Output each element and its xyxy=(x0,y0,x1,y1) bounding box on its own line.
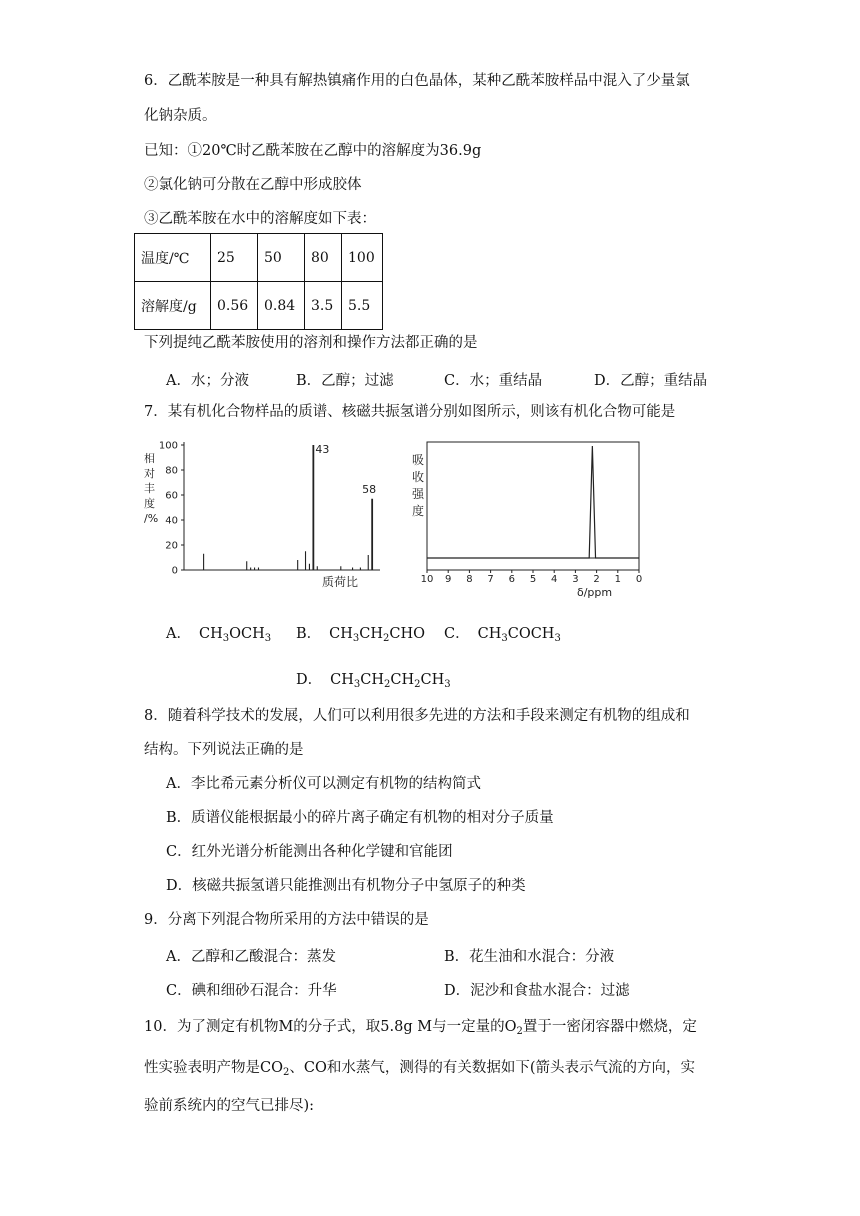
ms-y-tick-label: 80 xyxy=(165,465,178,477)
q10-stem-line1: 10．为了测定有机物M的分子式，取5.8g M与一定量的$O_2$置于一密闭容器中燃烧，定 xyxy=(144,1019,697,1037)
ms-y-tick-label: 40 xyxy=(165,515,178,527)
option-letter: C． xyxy=(444,626,470,642)
ms-y-tick-label: 0 xyxy=(171,565,178,577)
nmr-y-label-char: 强 xyxy=(412,487,425,501)
table-row xyxy=(135,234,383,282)
q8-stem-line1: 8．随着科学技术的发展，人们可以利用很多先进的方法和手段来测定有机物的组成和 xyxy=(144,708,690,724)
table-cell: 3.5 xyxy=(305,282,342,330)
q6-known-2: ②氯化钠可分散在乙醇中形成胶体 xyxy=(144,177,362,193)
option-a[interactable] xyxy=(166,622,271,643)
formula-text: CH xyxy=(359,626,384,642)
nmr-x-tick-label: 10 xyxy=(420,574,434,585)
nmr-peak xyxy=(427,446,639,558)
nmr-x-tick-label: 6 xyxy=(508,574,515,585)
option-c[interactable]: C．水；重结晶 xyxy=(444,373,543,389)
formula-text: CH xyxy=(360,672,385,688)
formula-subscript: 2 xyxy=(383,633,390,644)
option-b[interactable]: B．乙醇；过滤 xyxy=(296,373,394,389)
nmr-x-tick-label: 9 xyxy=(445,574,452,585)
formula-text: OCH xyxy=(229,626,265,642)
option-d[interactable]: D．乙醇；重结晶 xyxy=(594,373,708,389)
formula-subscript: 3 xyxy=(264,633,272,644)
nmr-x-tick-label: 4 xyxy=(551,574,558,585)
nmr-x-tick-label: 7 xyxy=(487,574,494,585)
option-d[interactable] xyxy=(296,668,451,689)
q6-stem-line1: 6．乙酰苯胺是一种具有解热镇痛作用的白色晶体，某种乙酰苯胺样品中混入了少量氯 xyxy=(144,73,690,89)
nmr-x-tick-label: 2 xyxy=(593,574,600,585)
ms-y-label-char: /% xyxy=(144,512,159,525)
formula-text: CH xyxy=(390,672,415,688)
q6-options xyxy=(0,369,860,387)
option-b[interactable]: B．花生油和水混合：分液 xyxy=(444,949,615,965)
nmr-x-tick-label: 5 xyxy=(529,574,537,585)
table-cell: 80 xyxy=(305,234,342,282)
solubility-table xyxy=(134,233,383,330)
formula-subscript: 3 xyxy=(222,633,230,644)
formula-subscript: 3 xyxy=(501,633,508,644)
nmr-x-tick-label: 0 xyxy=(635,574,643,585)
formula-text: CH xyxy=(330,672,354,688)
nmr-plot-frame xyxy=(427,442,639,570)
ms-peak-label: 58 xyxy=(362,482,377,496)
table-cell: 50 xyxy=(258,234,305,282)
ms-y-label-char: 度 xyxy=(144,497,155,510)
ms-y-label-char: 丰 xyxy=(144,482,155,495)
ms-y-tick-label: 20 xyxy=(165,540,178,552)
ms-peak-label: 43 xyxy=(315,443,330,456)
option-letter: A． xyxy=(166,626,191,642)
q7-stem: 7．某有机化合物样品的质谱、核磁共振氢谱分别如图所示，则该有机化合物可能是 xyxy=(144,404,676,420)
option-letter: B． xyxy=(296,626,322,642)
formula-text: CH xyxy=(198,626,223,642)
table-cell: 5.5 xyxy=(342,282,383,330)
formula-text: CH xyxy=(420,672,445,688)
mass-spectrum-chart xyxy=(140,436,390,590)
formula-subscript: 2 xyxy=(414,679,421,690)
option-c[interactable]: C．碘和细砂石混合：升华 xyxy=(166,983,337,999)
q6-known-3: ③乙酰苯胺在水中的溶解度如下表： xyxy=(144,211,376,227)
table-cell: 温度/℃ xyxy=(135,234,211,282)
nmr-x-label: δ/ppm xyxy=(577,586,613,598)
q10-stem-line2: 性实验表明产物是$CO_2$、CO和水蒸气，测得的有关数据如下(箭头表示气流的方向，实 xyxy=(144,1060,695,1078)
formula-text: CHO xyxy=(389,626,426,642)
table-cell: 0.84 xyxy=(258,282,305,330)
option-b[interactable] xyxy=(296,622,425,643)
option-a[interactable]: A．乙醇和乙酸混合：蒸发 xyxy=(166,949,336,965)
q8-stem-line2: 结构。下列说法正确的是 xyxy=(144,742,304,758)
nmr-y-label-char: 吸 xyxy=(412,453,425,467)
ms-y-label-char: 对 xyxy=(144,467,155,480)
formula-subscript: 3 xyxy=(444,679,451,690)
ms-y-tick-label: 100 xyxy=(158,440,178,452)
nmr-x-tick-label: 8 xyxy=(466,574,473,585)
formula-subscript: 3 xyxy=(352,633,360,644)
q6-stem-line2: 化钠杂质。 xyxy=(144,108,217,124)
nmr-y-label-char: 度 xyxy=(412,504,425,518)
option-b[interactable]: B．质谱仪能根据最小的碎片离子确定有机物的相对分子质量 xyxy=(166,810,554,826)
option-d[interactable]: D．泥沙和食盐水混合：过滤 xyxy=(444,983,630,999)
formula-subscript: 3 xyxy=(554,633,561,644)
table-cell: 25 xyxy=(211,234,258,282)
formula-text: CH xyxy=(477,626,502,642)
option-c[interactable] xyxy=(444,622,561,643)
ms-x-label: 质荷比 xyxy=(322,575,359,589)
option-a[interactable]: A．水；分液 xyxy=(166,373,249,389)
q6-known-1: 已知：①20℃时乙酰苯胺在乙醇中的溶解度为36.9g xyxy=(144,143,482,159)
nmr-spectrum-chart xyxy=(405,436,645,598)
formula-subscript: 2 xyxy=(384,679,391,690)
q9-stem: 9．分离下列混合物所采用的方法中错误的是 xyxy=(144,912,429,928)
nmr-y-label-char: 收 xyxy=(412,470,425,484)
formula-text: CH xyxy=(329,626,353,642)
table-cell: 溶解度/g xyxy=(135,282,211,330)
formula-text: COCH xyxy=(507,626,555,642)
ms-y-label-char: 相 xyxy=(144,452,155,465)
nmr-x-tick-label: 3 xyxy=(572,574,579,585)
option-letter: D． xyxy=(296,672,323,688)
option-d[interactable]: D．核磁共振氢谱只能推测出有机物分子中氢原子的种类 xyxy=(166,878,526,894)
q10-stem-line3: 验前系统内的空气已排尽): xyxy=(144,1098,315,1114)
q6-question: 下列提纯乙酰苯胺使用的溶剂和操作方法都正确的是 xyxy=(144,335,478,351)
option-c[interactable]: C．红外光谱分析能测出各种化学键和官能团 xyxy=(166,844,453,860)
option-a[interactable]: A．李比希元素分析仪可以测定有机物的结构简式 xyxy=(166,776,481,792)
table-cell: 100 xyxy=(342,234,383,282)
nmr-x-tick-label: 1 xyxy=(614,574,621,585)
formula-subscript: 3 xyxy=(353,679,361,690)
ms-y-tick-label: 60 xyxy=(165,490,178,502)
table-cell: 0.56 xyxy=(211,282,258,330)
table-row xyxy=(135,282,383,330)
